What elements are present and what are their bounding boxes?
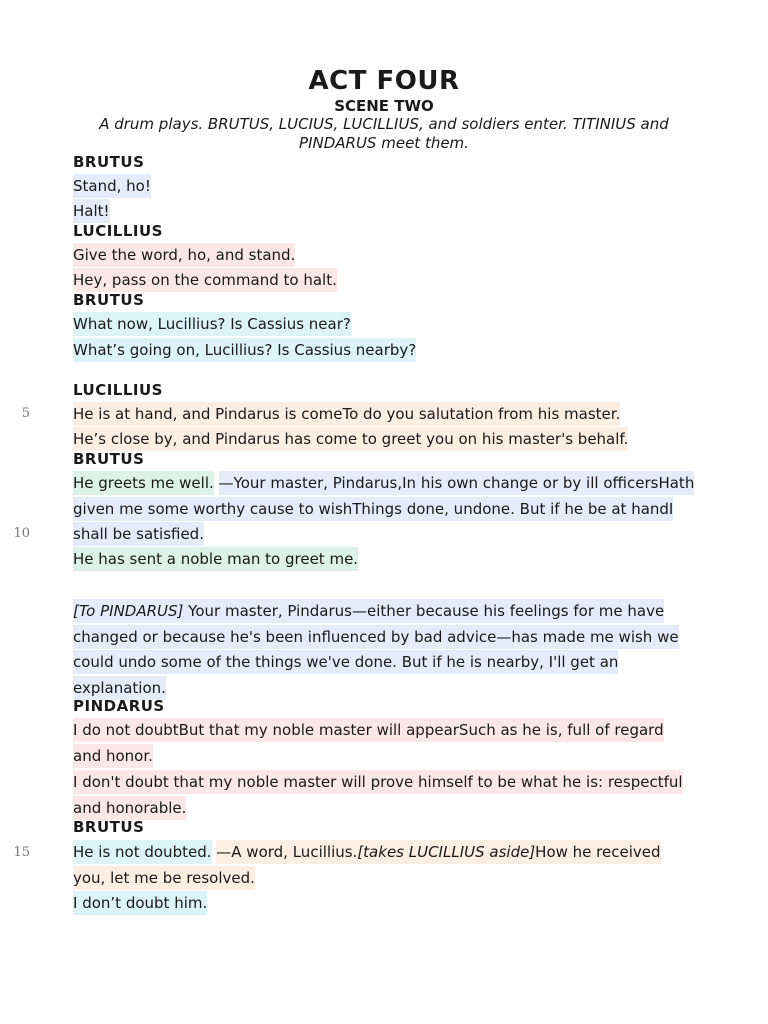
modern-text: I don’t doubt him. [73, 891, 207, 915]
modern-line [73, 338, 695, 364]
original-text: Give the word, ho, and stand. [73, 243, 295, 267]
modern-text-body: Your master, Pindarus—either because his feelings for me have changed or because he's been influenced by bad advice—has made me wish we could undo some of the things we've done. But if he is nearby, I'll get an explanation. [73, 602, 679, 697]
modern-text [73, 599, 679, 700]
original-line [73, 471, 695, 548]
original-text: —Your master, Pindarus,In his own change or by ill officersHath given me some worthy cause to wishThings done, undone. But if he be at handI shall be satisfied. [73, 471, 694, 546]
scene-title: SCENE TWO [334, 97, 434, 115]
original-text: I do not doubtBut that my noble master will appearSuch as he is, full of regard and honor. [73, 718, 664, 768]
speaker-name: BRUTUS [73, 291, 145, 309]
original-line [73, 174, 695, 200]
modern-line [73, 427, 695, 453]
modern-line [73, 891, 695, 917]
original-line [73, 312, 695, 338]
modern-line [73, 547, 695, 573]
line-number: 15 [13, 845, 30, 860]
original-line [73, 402, 695, 428]
speaker-name: BRUTUS [73, 153, 145, 171]
modern-line [73, 268, 695, 294]
line-number: 5 [21, 406, 30, 421]
modern-line [73, 199, 695, 225]
speaker-name: BRUTUS [73, 450, 145, 468]
speaker-name: PINDARUS [73, 697, 165, 715]
original-text-part: How he received you, let me be resolved. [73, 843, 661, 887]
original-line [73, 840, 695, 891]
modern-line [73, 770, 695, 821]
speaker-name: BRUTUS [73, 818, 145, 836]
act-title: ACT FOUR [308, 66, 460, 96]
modern-text: I don't doubt that my noble master will prove himself to be what he is: respectful and honorable. [73, 770, 683, 820]
modern-text: He’s close by, and Pindarus has come to greet you on his master's behalf. [73, 427, 628, 451]
line-number: 10 [13, 526, 30, 541]
stage-direction-inline: [takes LUCILLIUS aside] [357, 843, 536, 861]
modern-text: What’s going on, Lucillius? Is Cassius nearby? [73, 338, 416, 362]
original-text: He is at hand, and Pindarus is comeTo do you salutation from his master. [73, 402, 620, 426]
speaker-name: LUCILLIUS [73, 222, 163, 240]
original-text: What now, Lucillius? Is Cassius near? [73, 312, 351, 336]
original-line [73, 243, 695, 269]
original-text: Stand, ho! [73, 174, 151, 198]
modern-line [73, 599, 695, 701]
speaker-name: LUCILLIUS [73, 381, 163, 399]
modern-text: Halt! [73, 199, 110, 223]
original-text: He greets me well. [73, 471, 214, 495]
modern-text: Hey, pass on the command to halt. [73, 268, 337, 292]
original-text: He is not doubted. [73, 840, 212, 864]
stage-direction-inline: [To PINDARUS] [73, 602, 184, 620]
original-text-part: —A word, Lucillius. [216, 843, 358, 861]
original-line [73, 718, 695, 769]
stage-direction: A drum plays. BRUTUS, LUCIUS, LUCILLIUS, and soldiers enter. TITINIUS and PINDARUS meet them. [99, 115, 669, 152]
modern-text: He has sent a noble man to greet me. [73, 547, 358, 571]
